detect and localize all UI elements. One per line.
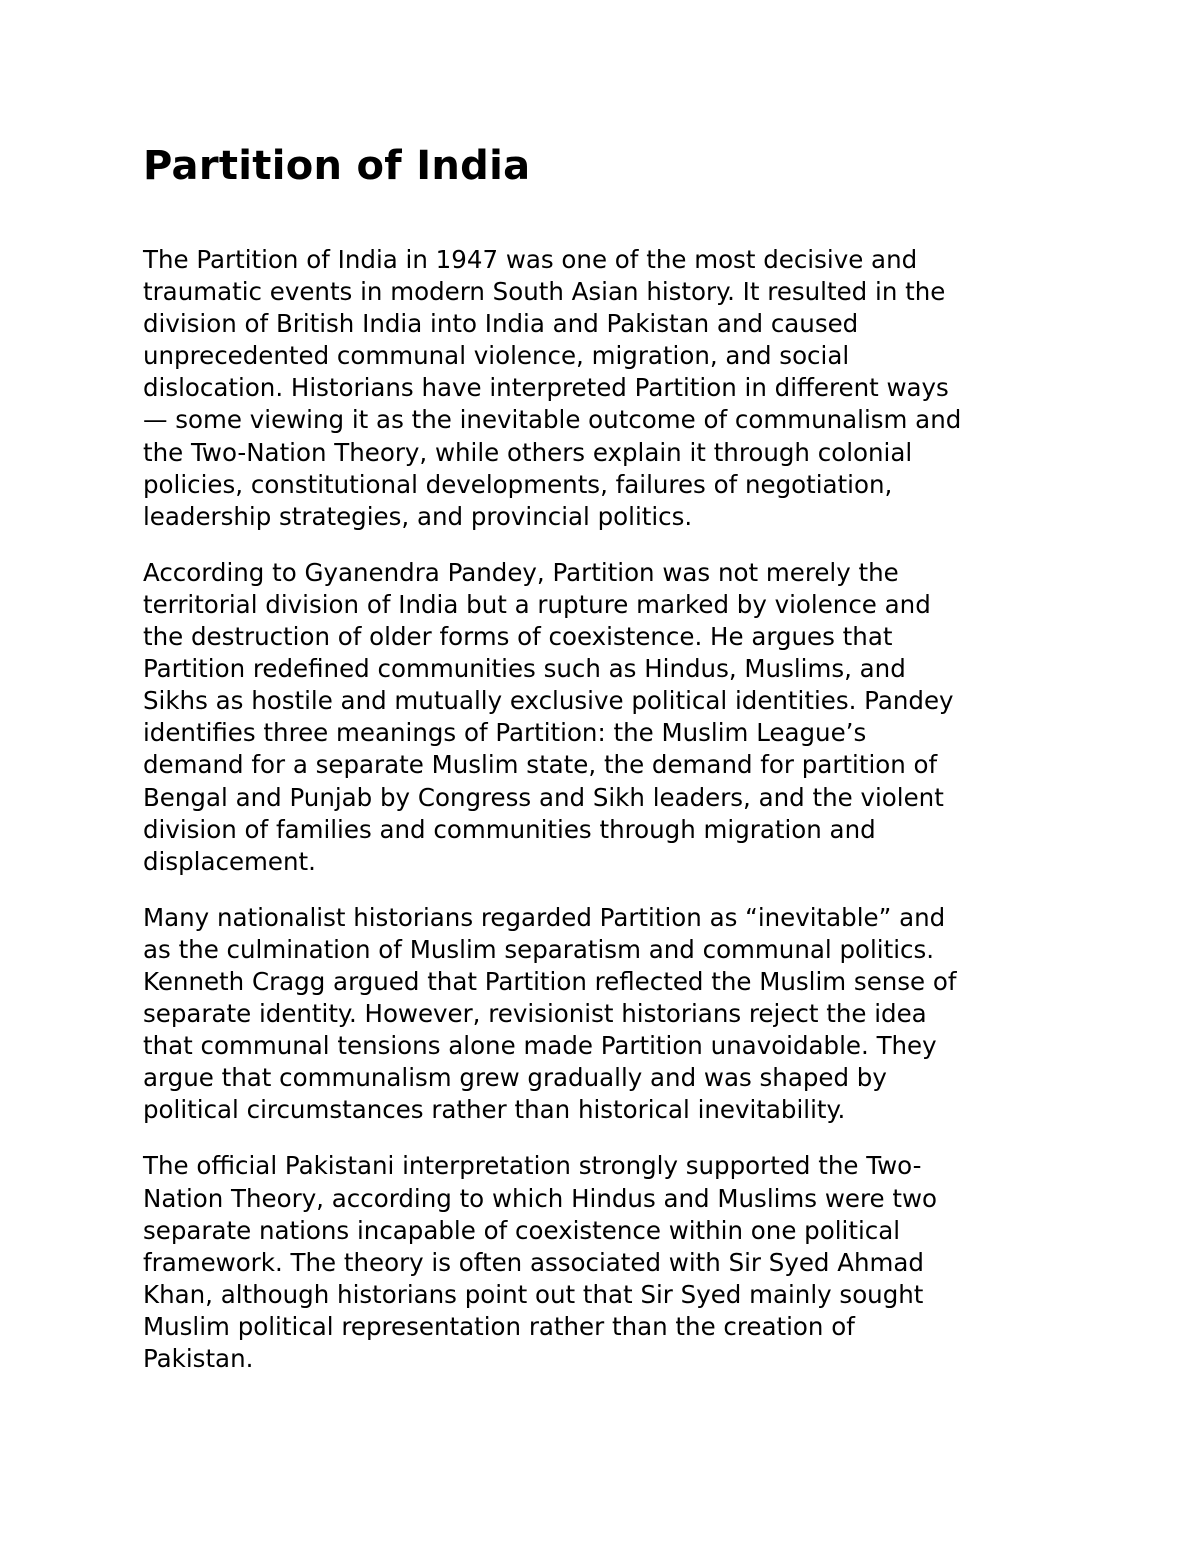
text-line: Sikhs as hostile and mutually exclusive political identities. Pandey [143,686,954,716]
text-line: framework. The theory is often associated with Sir Syed Ahmad [143,1247,924,1277]
text-line: division of families and communities through migration and [143,814,876,844]
document-body [143,140,1063,1375]
text-line: division of British India into India and Pakistan and caused [143,309,859,339]
document-title: Partition of India [143,143,531,189]
text-line: argue that communalism grew gradually and was shaped by [143,1063,887,1093]
text-line: — some viewing it as the inevitable outcome of communalism and [143,405,962,435]
text-line: policies, constitutional developments, failures of negotiation, [143,469,893,499]
text-line: displacement. [143,846,316,876]
text-line: separate identity. However, revisionist historians reject the idea [143,999,927,1029]
text-line: Khan, although historians point out that Sir Syed mainly sought [143,1279,924,1309]
text-line: the Two-Nation Theory, while others explain it through colonial [143,437,913,467]
text-line: traumatic events in modern South Asian history. It resulted in the [143,277,946,307]
text-line: Many nationalist historians regarded Partition as “inevitable” and [143,902,946,932]
text-line: political circumstances rather than historical inevitability. [143,1095,846,1125]
text-line: dislocation. Historians have interpreted Partition in different ways [143,373,949,403]
text-line: separate nations incapable of coexistence within one political [143,1215,901,1245]
paragraph-4 [143,1150,1063,1375]
text-line: Kenneth Cragg argued that Partition reflected the Muslim sense of [143,966,957,996]
text-line: the destruction of older forms of coexistence. He argues that [143,622,893,652]
text-line: Nation Theory, according to which Hindus and Muslims were two [143,1183,937,1213]
paragraph-1 [143,244,1063,533]
text-line: leadership strategies, and provincial politics. [143,501,693,531]
paragraph-2 [143,557,1063,878]
text-line: territorial division of India but a rupture marked by violence and [143,589,931,619]
text-line: Pakistan. [143,1344,254,1373]
text-line: Bengal and Punjab by Congress and Sikh leaders, and the violent [143,782,944,812]
text-line: demand for a separate Muslim state, the demand for partition of [143,750,938,780]
text-line: Muslim political representation rather than the creation of [143,1311,855,1341]
text-line: identifies three meanings of Partition: the Muslim League’s [143,718,867,748]
text-line: Partition redefined communities such as Hindus, Muslims, and [143,654,906,684]
text-line: The Partition of India in 1947 was one of the most decisive and [143,245,918,274]
text-line: According to Gyanendra Pandey, Partition was not merely the [143,557,899,587]
text-line: The official Pakistani interpretation strongly supported the Two- [143,1151,922,1181]
paragraph-3 [143,902,1063,1127]
text-line: that communal tensions alone made Partition unavoidable. They [143,1031,937,1061]
text-line: as the culmination of Muslim separatism and communal politics. [143,934,935,964]
text-line: unprecedented communal violence, migration, and social [143,341,850,371]
